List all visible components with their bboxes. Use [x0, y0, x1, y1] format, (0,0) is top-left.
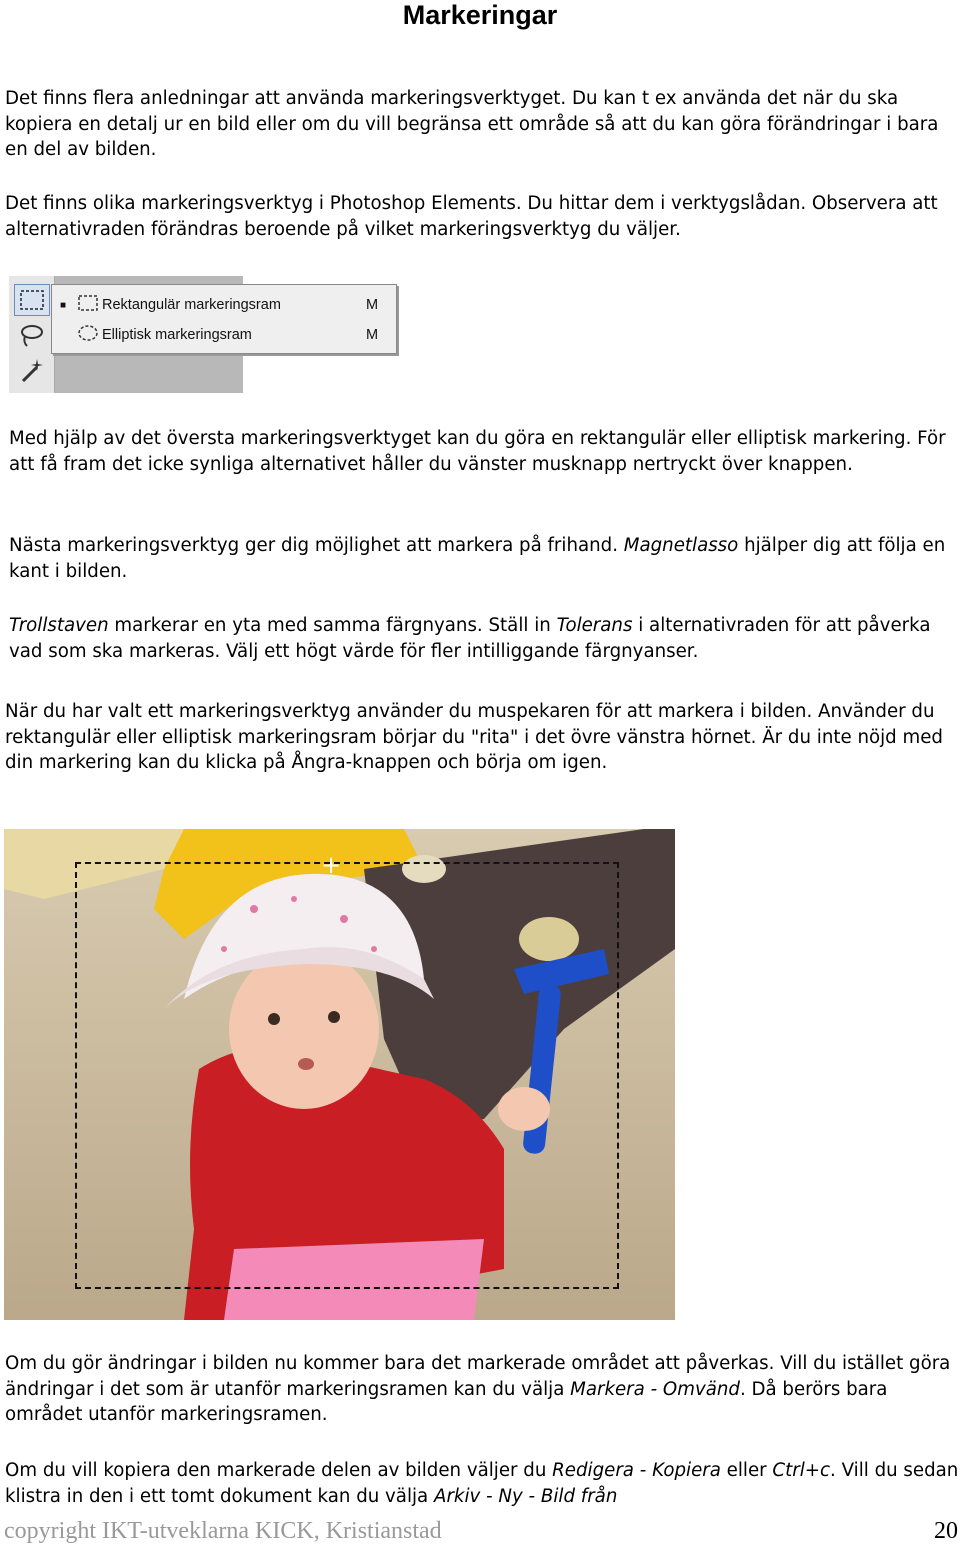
- ellipse-marquee-icon: [74, 324, 102, 347]
- footer-copyright: copyright IKT-utveklarna KICK, Kristianstad: [4, 1518, 442, 1544]
- paragraph-lasso: Nästa markeringsverktyg ger dig möjlighet att markera på frihand. Magnetlasso hjälper dig att följa en kant i bilden.: [9, 535, 946, 582]
- paragraph-tools: Det finns olika markeringsverktyg i Photoshop Elements. Du hittar dem i verktygslådan. Observera att alternativraden förändras beroende på vilket markeringsverktyg du väljer.: [5, 193, 938, 240]
- rect-marquee-icon: [74, 294, 102, 317]
- marquee-tool-icon[interactable]: [14, 284, 50, 316]
- example-photo: [4, 829, 675, 1320]
- paragraph-magic-wand: Trollstaven markerar en yta med samma färgnyans. Ställ in Tolerans i alternativraden för att påverka vad som ska markeras. Välj ett högt värde för fler intilliggande färgnyanser.: [9, 615, 931, 662]
- menu-item-label: Elliptisk markeringsram: [102, 327, 252, 343]
- magic-wand-tool-icon[interactable]: [14, 356, 48, 386]
- menu-item-ellipse-marquee[interactable]: [52, 321, 396, 349]
- selection-marquee: [75, 862, 619, 1289]
- lasso-tool-icon[interactable]: [14, 320, 48, 350]
- menu-item-shortcut: M: [366, 297, 379, 313]
- paragraph-copy: Om du vill kopiera den markerade delen av bilden väljer du Redigera - Kopiera eller Ctrl+c. Vill du sedan klistra in den i ett tomt dokument kan du välja Arkiv - Ny - Bild från: [5, 1460, 959, 1507]
- toolbox-strip: [9, 276, 55, 393]
- menu-item-shortcut: M: [366, 327, 379, 343]
- paragraph-intro: Det finns flera anledningar att använda markeringsverktyget. Du kan t ex använda det när du ska kopiera en detalj ur en bild eller om du vill begränsa ett område så att du kan göra förändringar i bara en del av bilden.: [5, 88, 939, 160]
- selected-bullet-icon: ■: [59, 299, 67, 311]
- menu-item-label: Rektangulär markeringsram: [102, 297, 281, 313]
- toolbox-figure: [9, 276, 396, 393]
- paragraph-invert: Om du gör ändringar i bilden nu kommer bara det markerade området att påverkas. Vill du istället göra ändringar i det som är utanför markeringsramen kan du välja Markera - Omvänd. Då berörs bara området utanför markeringsramen.: [5, 1353, 951, 1425]
- page-title: Markeringar: [402, 0, 558, 30]
- paragraph-usage: När du har valt ett markeringsverktyg använder du muspekaren för att markera i bilden. Använder du rektangulär eller elliptisk markeringsram börjar du "rita" i det övre vänstra hörnet. Är du inte nöjd med din markering kan du klicka på Ångra-knappen och börja om igen.: [5, 701, 943, 773]
- marquee-flyout-menu: [51, 284, 397, 354]
- page-number: 20: [934, 1518, 958, 1544]
- crosshair-cursor-icon: +: [321, 851, 342, 879]
- menu-item-rect-marquee[interactable]: [52, 291, 396, 319]
- paragraph-marquee: Med hjälp av det översta markeringsverktyget kan du göra en rektangulär eller elliptisk markering. För att få fram det icke synliga alternativet håller du vänster musknapp nertryckt över knappen.: [9, 428, 946, 475]
